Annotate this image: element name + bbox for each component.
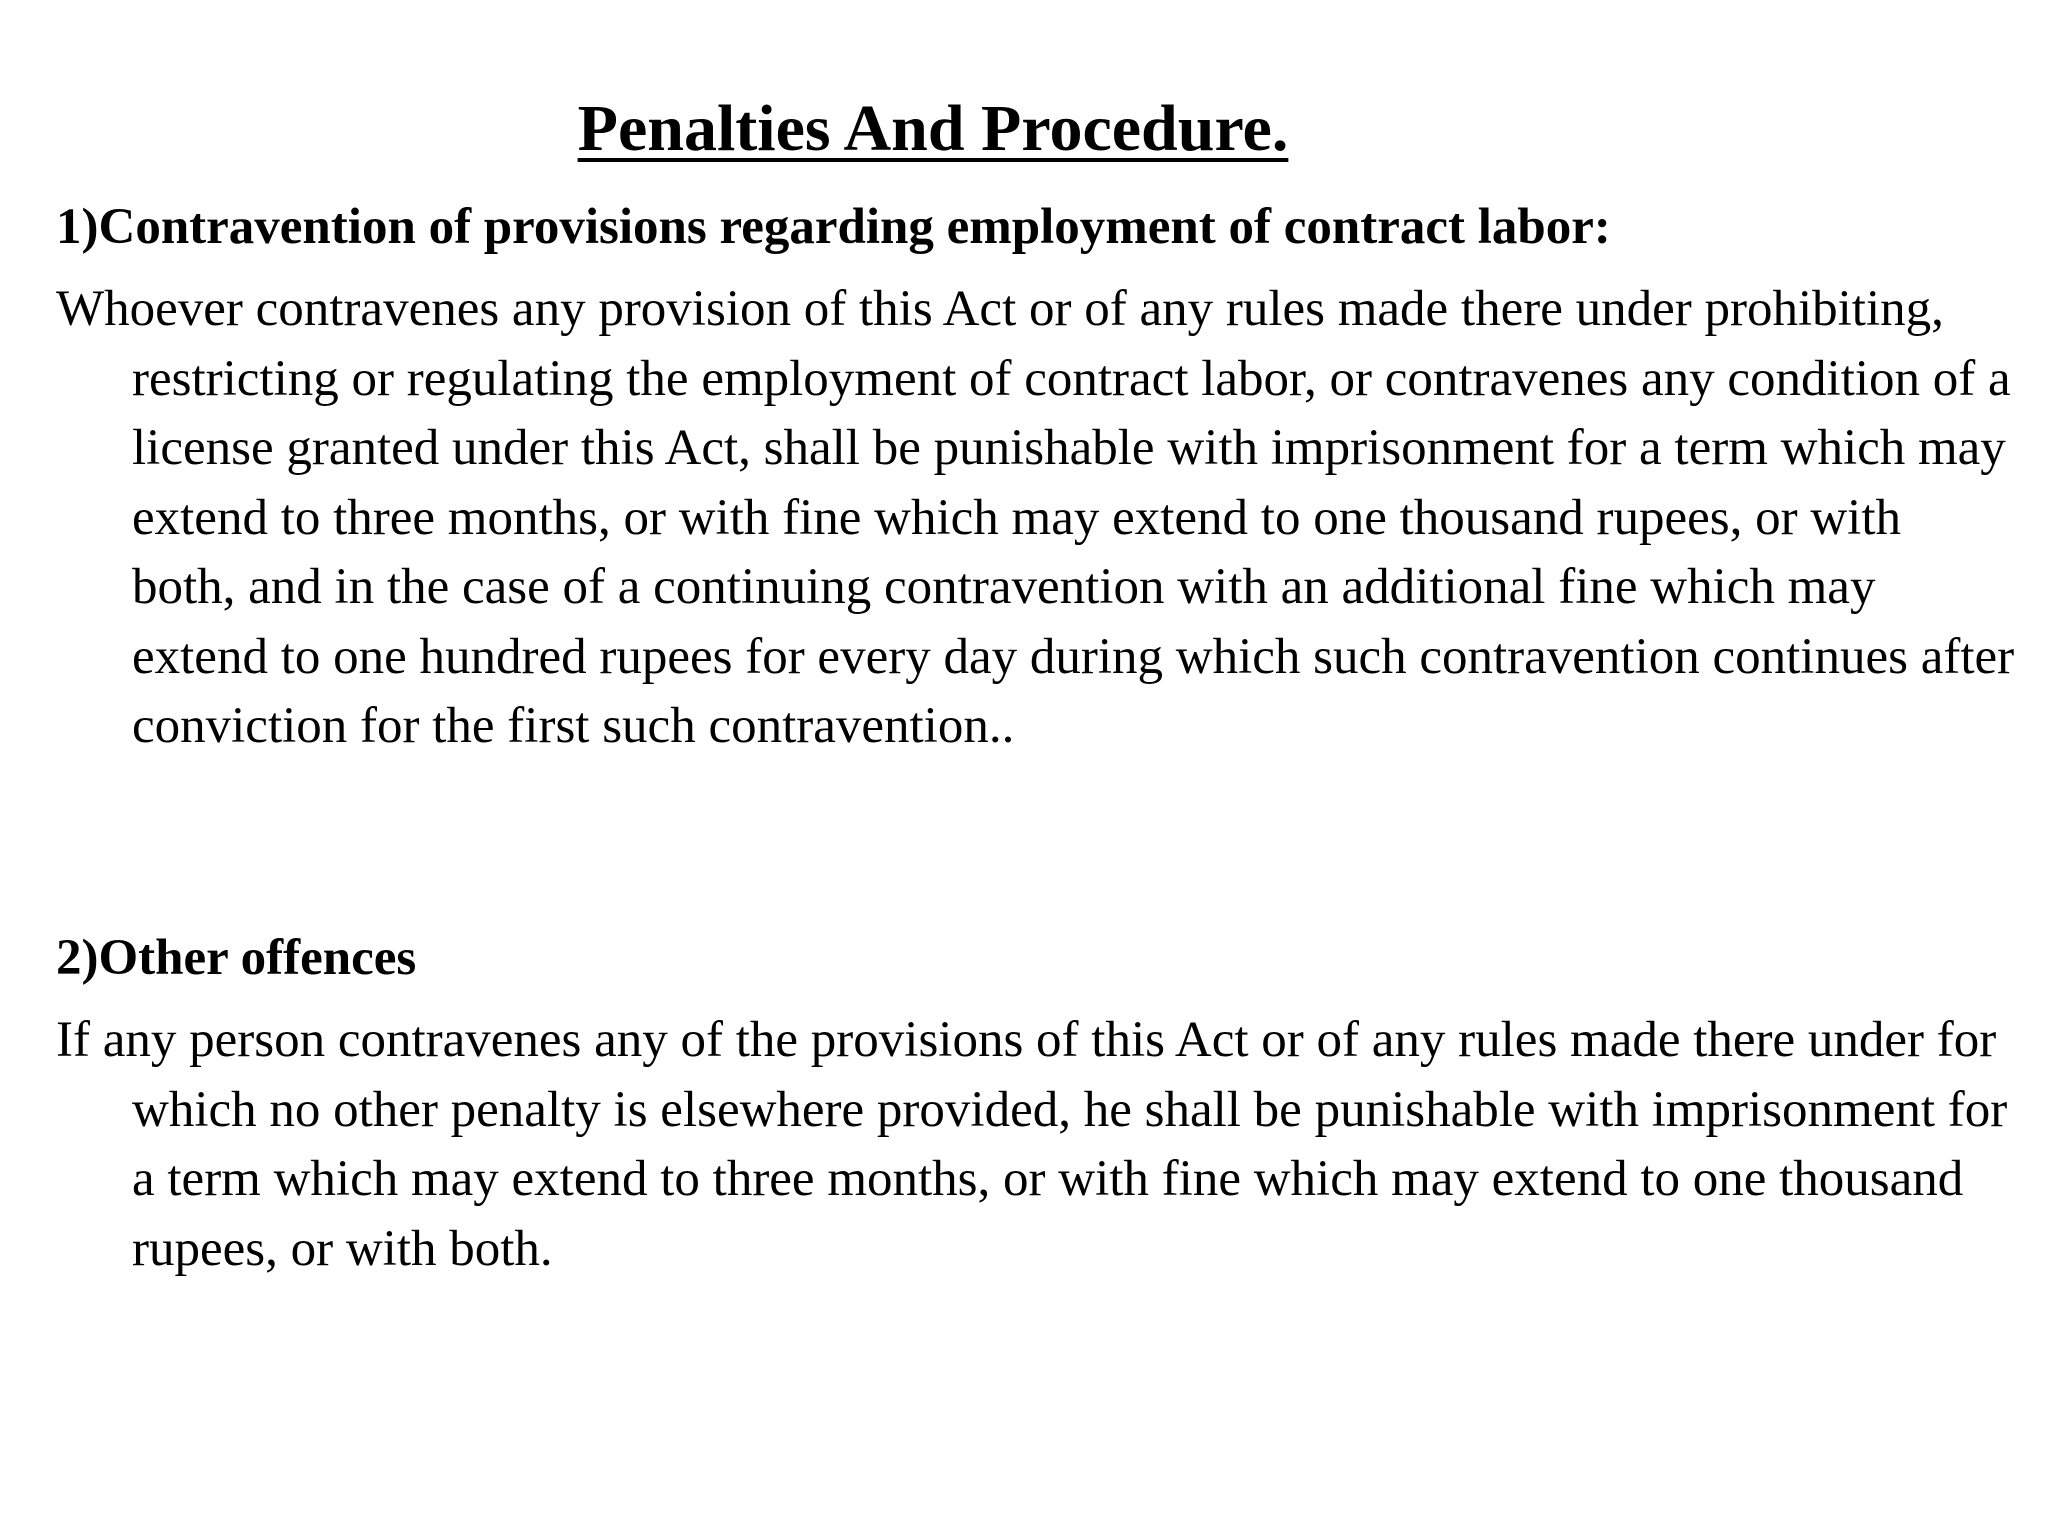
section-contravention	[56, 195, 2016, 762]
section-heading: 2)Other offences	[56, 930, 417, 986]
section-heading: 1)Contravention of provisions regarding employment of contract labor:	[56, 199, 1611, 255]
slide-title: Penalties And Procedure.	[577, 92, 1289, 165]
section-body: Whoever contravenes any provision of this Act or of any rules made there under prohibiting, restricting or regulating the employment of contract labor, or contravenes any condition of a license granted under this Act, shall be punishable with imprisonment for a term which may extend to three months, or with fine which may extend to one thousand rupees, or with both, and in the case of a continuing contravention with an additional fine which may extend to one hundred rupees for every day during which such contravention continues after conviction for the first such contravention..	[56, 281, 2015, 754]
section-body: If any person contravenes any of the provisions of this Act or of any rules made there under for which no other penalty is elsewhere provided, he shall be punishable with imprisonment for a term which may extend to three months, or with fine which may extend to one thousand rupees, or with both.	[56, 1012, 2008, 1277]
section-other-offences	[56, 926, 2016, 1284]
